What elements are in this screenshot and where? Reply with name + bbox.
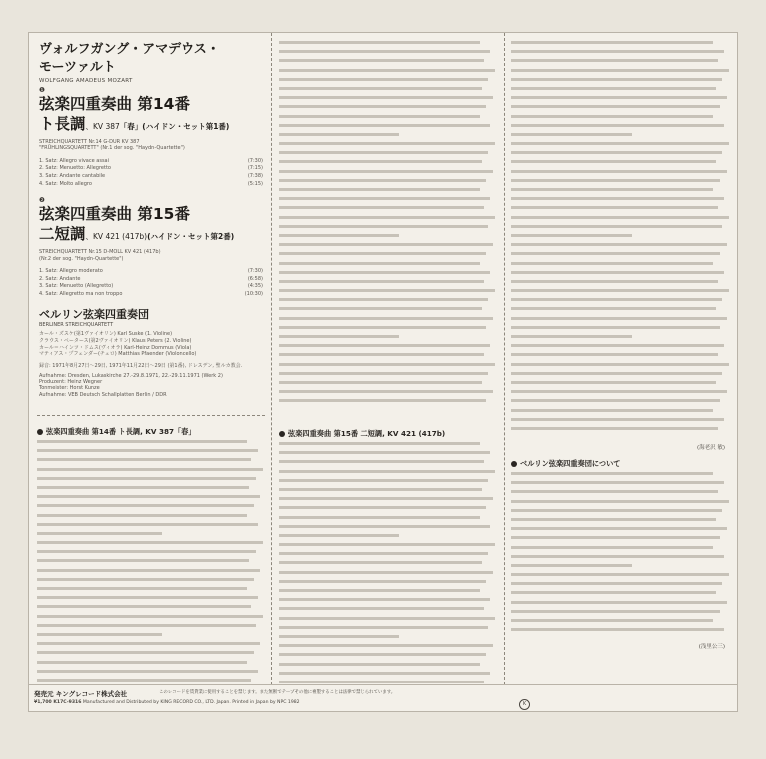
text-line [279, 460, 484, 463]
text-line [279, 571, 493, 574]
text-line [37, 486, 249, 489]
bullet-icon [279, 431, 285, 437]
text-line [279, 626, 488, 629]
text-line [37, 587, 247, 590]
movement-time: (7:30) [247, 157, 263, 164]
text-line [279, 580, 486, 583]
movement-label: 4. Satz: Molto allegro [39, 180, 92, 187]
text-line [279, 252, 486, 255]
work-1-movements [39, 158, 267, 188]
text-line [37, 449, 258, 452]
text-line [279, 525, 490, 528]
text-line [279, 216, 495, 219]
text-line [37, 633, 162, 636]
text-line [279, 133, 399, 136]
text-line [511, 591, 716, 594]
text-line [37, 477, 256, 480]
performer-member: カール＝ハインツ・ドムス(ヴィオラ) Karl-Heinz Dommus (Viola) [39, 344, 192, 351]
text-line [37, 458, 251, 461]
text-line [511, 142, 729, 145]
text-line [511, 555, 724, 558]
text-line [279, 197, 490, 200]
text-line [279, 59, 484, 62]
notes-text-2a [279, 41, 497, 421]
text-line [511, 298, 722, 301]
movement-label: 3. Satz: Menuetto (Allegretto) [39, 283, 114, 290]
work-2-title: 弦楽四重奏曲 第15番 [39, 205, 190, 224]
text-line [279, 124, 490, 127]
text-line [37, 440, 247, 443]
text-line [511, 546, 713, 549]
text-line [279, 552, 488, 555]
text-line [511, 536, 720, 539]
text-line [279, 497, 493, 500]
text-line [511, 115, 713, 118]
text-line [511, 610, 720, 613]
text-line [511, 78, 722, 81]
liner-notes-sheet [28, 32, 738, 712]
text-line [511, 381, 716, 384]
text-line [37, 468, 263, 471]
text-line [37, 569, 260, 572]
performer-block [35, 306, 267, 398]
text-line [37, 670, 258, 673]
movement-time: (5:15) [247, 180, 263, 187]
text-line [279, 488, 482, 491]
publisher: 発売元 キングレコード株式会社 [34, 690, 128, 698]
text-line [279, 372, 488, 375]
movement-label: 3. Satz: Andante cantabile [39, 173, 106, 179]
work-1-key [39, 114, 267, 137]
work-2-kv: 、KV 421 (417b) [85, 232, 148, 242]
text-line [511, 472, 713, 475]
column-1-notes [37, 421, 265, 683]
text-line [511, 509, 722, 512]
text-line [279, 243, 493, 246]
text-line [279, 225, 488, 228]
price-catalog: ¥1,700 K17C-9316 [34, 700, 82, 705]
text-line [279, 644, 493, 647]
text-line [511, 262, 713, 265]
text-line [511, 527, 727, 530]
text-line [511, 601, 727, 604]
work-2-key [39, 224, 267, 247]
column-divider [504, 33, 505, 685]
text-line [279, 179, 486, 182]
movement-time: (6:58) [247, 275, 263, 282]
text-line [37, 514, 247, 517]
movement-time: (10:30) [244, 290, 263, 297]
text-line [511, 280, 718, 283]
text-line [279, 589, 480, 592]
text-line [511, 518, 716, 521]
movement-row [39, 173, 267, 181]
text-line [279, 399, 486, 402]
text-line [279, 289, 495, 292]
text-line [511, 564, 632, 567]
text-line [511, 271, 724, 274]
text-line [279, 470, 495, 473]
text-line [279, 78, 488, 81]
text-line [279, 598, 490, 601]
notes-text-3b [511, 472, 731, 640]
text-line [279, 326, 486, 329]
notes-text-3a [511, 41, 731, 441]
column-2 [279, 41, 497, 683]
text-line [37, 495, 260, 498]
text-line [279, 160, 482, 163]
movement-time: (7:30) [247, 268, 263, 274]
text-line [37, 679, 251, 682]
work-1-kv: 、KV 387 [85, 122, 120, 131]
movement-label: 2. Satz: Andante [39, 275, 81, 282]
text-line [511, 390, 727, 393]
text-line [279, 69, 495, 72]
movement-row [39, 268, 267, 276]
text-line [511, 490, 718, 493]
text-line [279, 561, 482, 564]
text-line [511, 427, 718, 430]
text-line [37, 559, 249, 562]
text-line [279, 479, 488, 482]
text-line [511, 243, 727, 246]
text-line [511, 307, 716, 310]
rental-notice: このレコードを賃貸業に使用することを禁じます。また無断でテープその他に複製することは法律で禁じられています。 [159, 690, 396, 695]
text-line [279, 506, 486, 509]
text-line [37, 642, 260, 645]
record-logo-icon: K [519, 699, 530, 710]
movement-row [39, 276, 267, 284]
text-line [279, 635, 399, 638]
movement-row [39, 283, 267, 291]
section-divider [37, 415, 265, 416]
text-line [279, 663, 480, 666]
text-line [279, 271, 490, 274]
text-line [279, 307, 482, 310]
text-line [511, 335, 632, 338]
text-line [511, 105, 720, 108]
movement-label: 2. Satz: Menuetto: Allegretto [39, 165, 111, 172]
text-line [37, 615, 263, 618]
work-2-block [35, 196, 267, 298]
performer-name-en: BERLINER STREICHQUARTETT [39, 322, 114, 329]
text-line [511, 50, 724, 53]
text-line [511, 289, 729, 292]
composer-name-ja: ヴォルフガング・アマデウス・ モーツァルト [39, 42, 220, 75]
work-1-nickname: 「春」(ハイドン・セット第1番) [119, 122, 230, 131]
text-line [37, 523, 258, 526]
work-2-key-text: 二短調 [39, 225, 86, 244]
work-1-block [35, 86, 267, 188]
text-line [279, 105, 486, 108]
text-line [511, 151, 722, 154]
text-line [279, 96, 493, 99]
text-line [279, 335, 399, 338]
work-1-number: ❶ [39, 86, 45, 94]
text-line [511, 344, 724, 347]
text-line [279, 451, 490, 454]
work-1-title: 弦楽四重奏曲 第14番 [39, 95, 190, 113]
work-2-nickname: (ハイドン・セット第2番) [147, 232, 235, 242]
text-line [279, 234, 399, 237]
bullet-icon [511, 461, 517, 467]
text-line [279, 672, 490, 675]
text-line [511, 363, 729, 366]
text-line [511, 41, 713, 44]
text-line [511, 409, 713, 412]
work-2-german-title: STREICHQUARTETT Nr.15 D-MOLL KV 421 (417b) (Nr.2 der sog. "Haydn-Quartette") [39, 249, 161, 262]
text-line [279, 543, 495, 546]
text-line [279, 363, 495, 366]
text-line [511, 234, 632, 237]
notes-heading-1: 弦楽四重奏曲 第14番 ト長調, KV 387「春」 [37, 427, 265, 437]
text-line [37, 605, 251, 608]
column-divider [271, 33, 272, 685]
text-line [511, 573, 729, 576]
text-line [511, 353, 718, 356]
movement-time: (7:38) [247, 173, 263, 179]
text-line [279, 617, 495, 620]
notes-text-2b [279, 442, 497, 683]
author-signature-1: (海老沢 敏) [696, 445, 725, 451]
author-signature-2: (浅里公三) [698, 644, 725, 650]
performer-member: クラウス・ペータース(第2ヴァイオリン) Klaus Peters (2. Violine) [39, 337, 192, 344]
text-line [511, 179, 720, 182]
text-line [279, 442, 480, 445]
text-line [37, 550, 256, 553]
text-line [279, 115, 480, 118]
text-line [37, 504, 254, 507]
text-line [511, 582, 722, 585]
text-line [279, 653, 486, 656]
text-line [279, 607, 484, 610]
text-line [279, 298, 488, 301]
text-line [511, 252, 720, 255]
text-line [511, 87, 716, 90]
movement-row [39, 158, 267, 166]
text-line [279, 353, 484, 356]
text-line [37, 578, 254, 581]
text-line [511, 628, 724, 631]
text-line [511, 188, 713, 191]
movement-row [39, 291, 267, 299]
text-line [511, 326, 720, 329]
text-line [279, 516, 480, 519]
footer [29, 684, 737, 711]
text-line [511, 317, 727, 320]
movement-row [39, 181, 267, 189]
legal-text: Manufactured and Distributed by KING RECORD CO., LTD. Japan. Printed in Japan by NPC 1982 [82, 700, 300, 705]
notes-text-1 [37, 440, 265, 682]
text-line [279, 142, 495, 145]
text-line [279, 344, 490, 347]
notes-heading-2: 弦楽四重奏曲 第15番 二短調, KV 421 (417b) [279, 429, 497, 439]
text-line [279, 170, 493, 173]
work-1-german-title: STREICHQUARTETT Nr.14 G-DUR KV 387 "FRÜHLINGSQUARTETT" (Nr.1 der sog. "Haydn-Quartette") [39, 139, 185, 152]
work-2-number: ❷ [39, 196, 45, 205]
catalog-line [34, 700, 300, 705]
text-line [279, 151, 488, 154]
text-line [511, 124, 724, 127]
text-line [511, 500, 729, 503]
text-line [511, 418, 724, 421]
text-line [279, 534, 399, 537]
text-line [37, 541, 263, 544]
text-line [511, 399, 720, 402]
movement-time: (7:15) [247, 165, 263, 172]
text-line [511, 216, 729, 219]
movement-label: 1. Satz: Allegro moderato [39, 268, 103, 274]
text-line [279, 206, 484, 209]
text-line [37, 651, 254, 654]
text-line [37, 624, 256, 627]
text-line [511, 619, 713, 622]
movement-time: (4:35) [247, 283, 263, 290]
text-line [279, 390, 493, 393]
movement-label: 4. Satz: Allegretto ma non troppo [39, 290, 123, 297]
text-line [279, 41, 480, 44]
bullet-icon [37, 429, 43, 435]
work-2-movements [39, 268, 267, 298]
performer-member: マティアス・プフェンダー(チェロ) Matthias Pfaender (Violoncello) [39, 351, 197, 358]
notes-heading-3: ベルリン弦楽四重奏団について [511, 459, 731, 469]
text-line [279, 317, 493, 320]
text-line [511, 133, 632, 136]
composer-block [35, 41, 267, 84]
work-1-key-text: ト長調 [39, 115, 86, 133]
text-line [511, 170, 727, 173]
text-line [279, 87, 482, 90]
recording-credits: Aufnahme: Dresden, Lukaskirche 27.-29.8.1971, 22.-29.11.1971 (Werk 2) Produzent: Heinz Wegner Tonmeister: Horst Kunze Aufnahme: VEB Deutsch Schallplatten Berlin / DDR [39, 372, 223, 398]
text-line [37, 532, 162, 535]
text-line [511, 59, 718, 62]
text-line [511, 160, 716, 163]
text-line [511, 96, 727, 99]
column-3 [511, 41, 731, 683]
text-line [279, 262, 480, 265]
text-line [511, 372, 722, 375]
text-line [279, 681, 484, 683]
text-line [511, 481, 724, 484]
text-line [37, 596, 258, 599]
text-line [511, 206, 718, 209]
movement-row [39, 165, 267, 173]
text-line [511, 69, 729, 72]
movement-label: 1. Satz: Allegro vivace assai [39, 157, 110, 164]
text-line [37, 661, 247, 664]
text-line [511, 197, 724, 200]
text-line [279, 188, 480, 191]
text-line [511, 225, 722, 228]
text-line [279, 280, 484, 283]
composer-name-en: WOLFGANG AMADEUS MOZART [39, 78, 133, 84]
text-line [279, 50, 490, 53]
performer-name-ja: ベルリン弦楽四重奏団 [39, 308, 149, 322]
performer-member: カール・ズスケ(第1ヴァイオリン) Karl Suske (1. Violine) [39, 331, 173, 338]
recording-info: 録音: 1971年8月27日〜29日, 1971年11月22日〜29日 (第1番), ドレスデン, 聖ルカ教会. [39, 362, 243, 369]
text-line [279, 381, 482, 384]
